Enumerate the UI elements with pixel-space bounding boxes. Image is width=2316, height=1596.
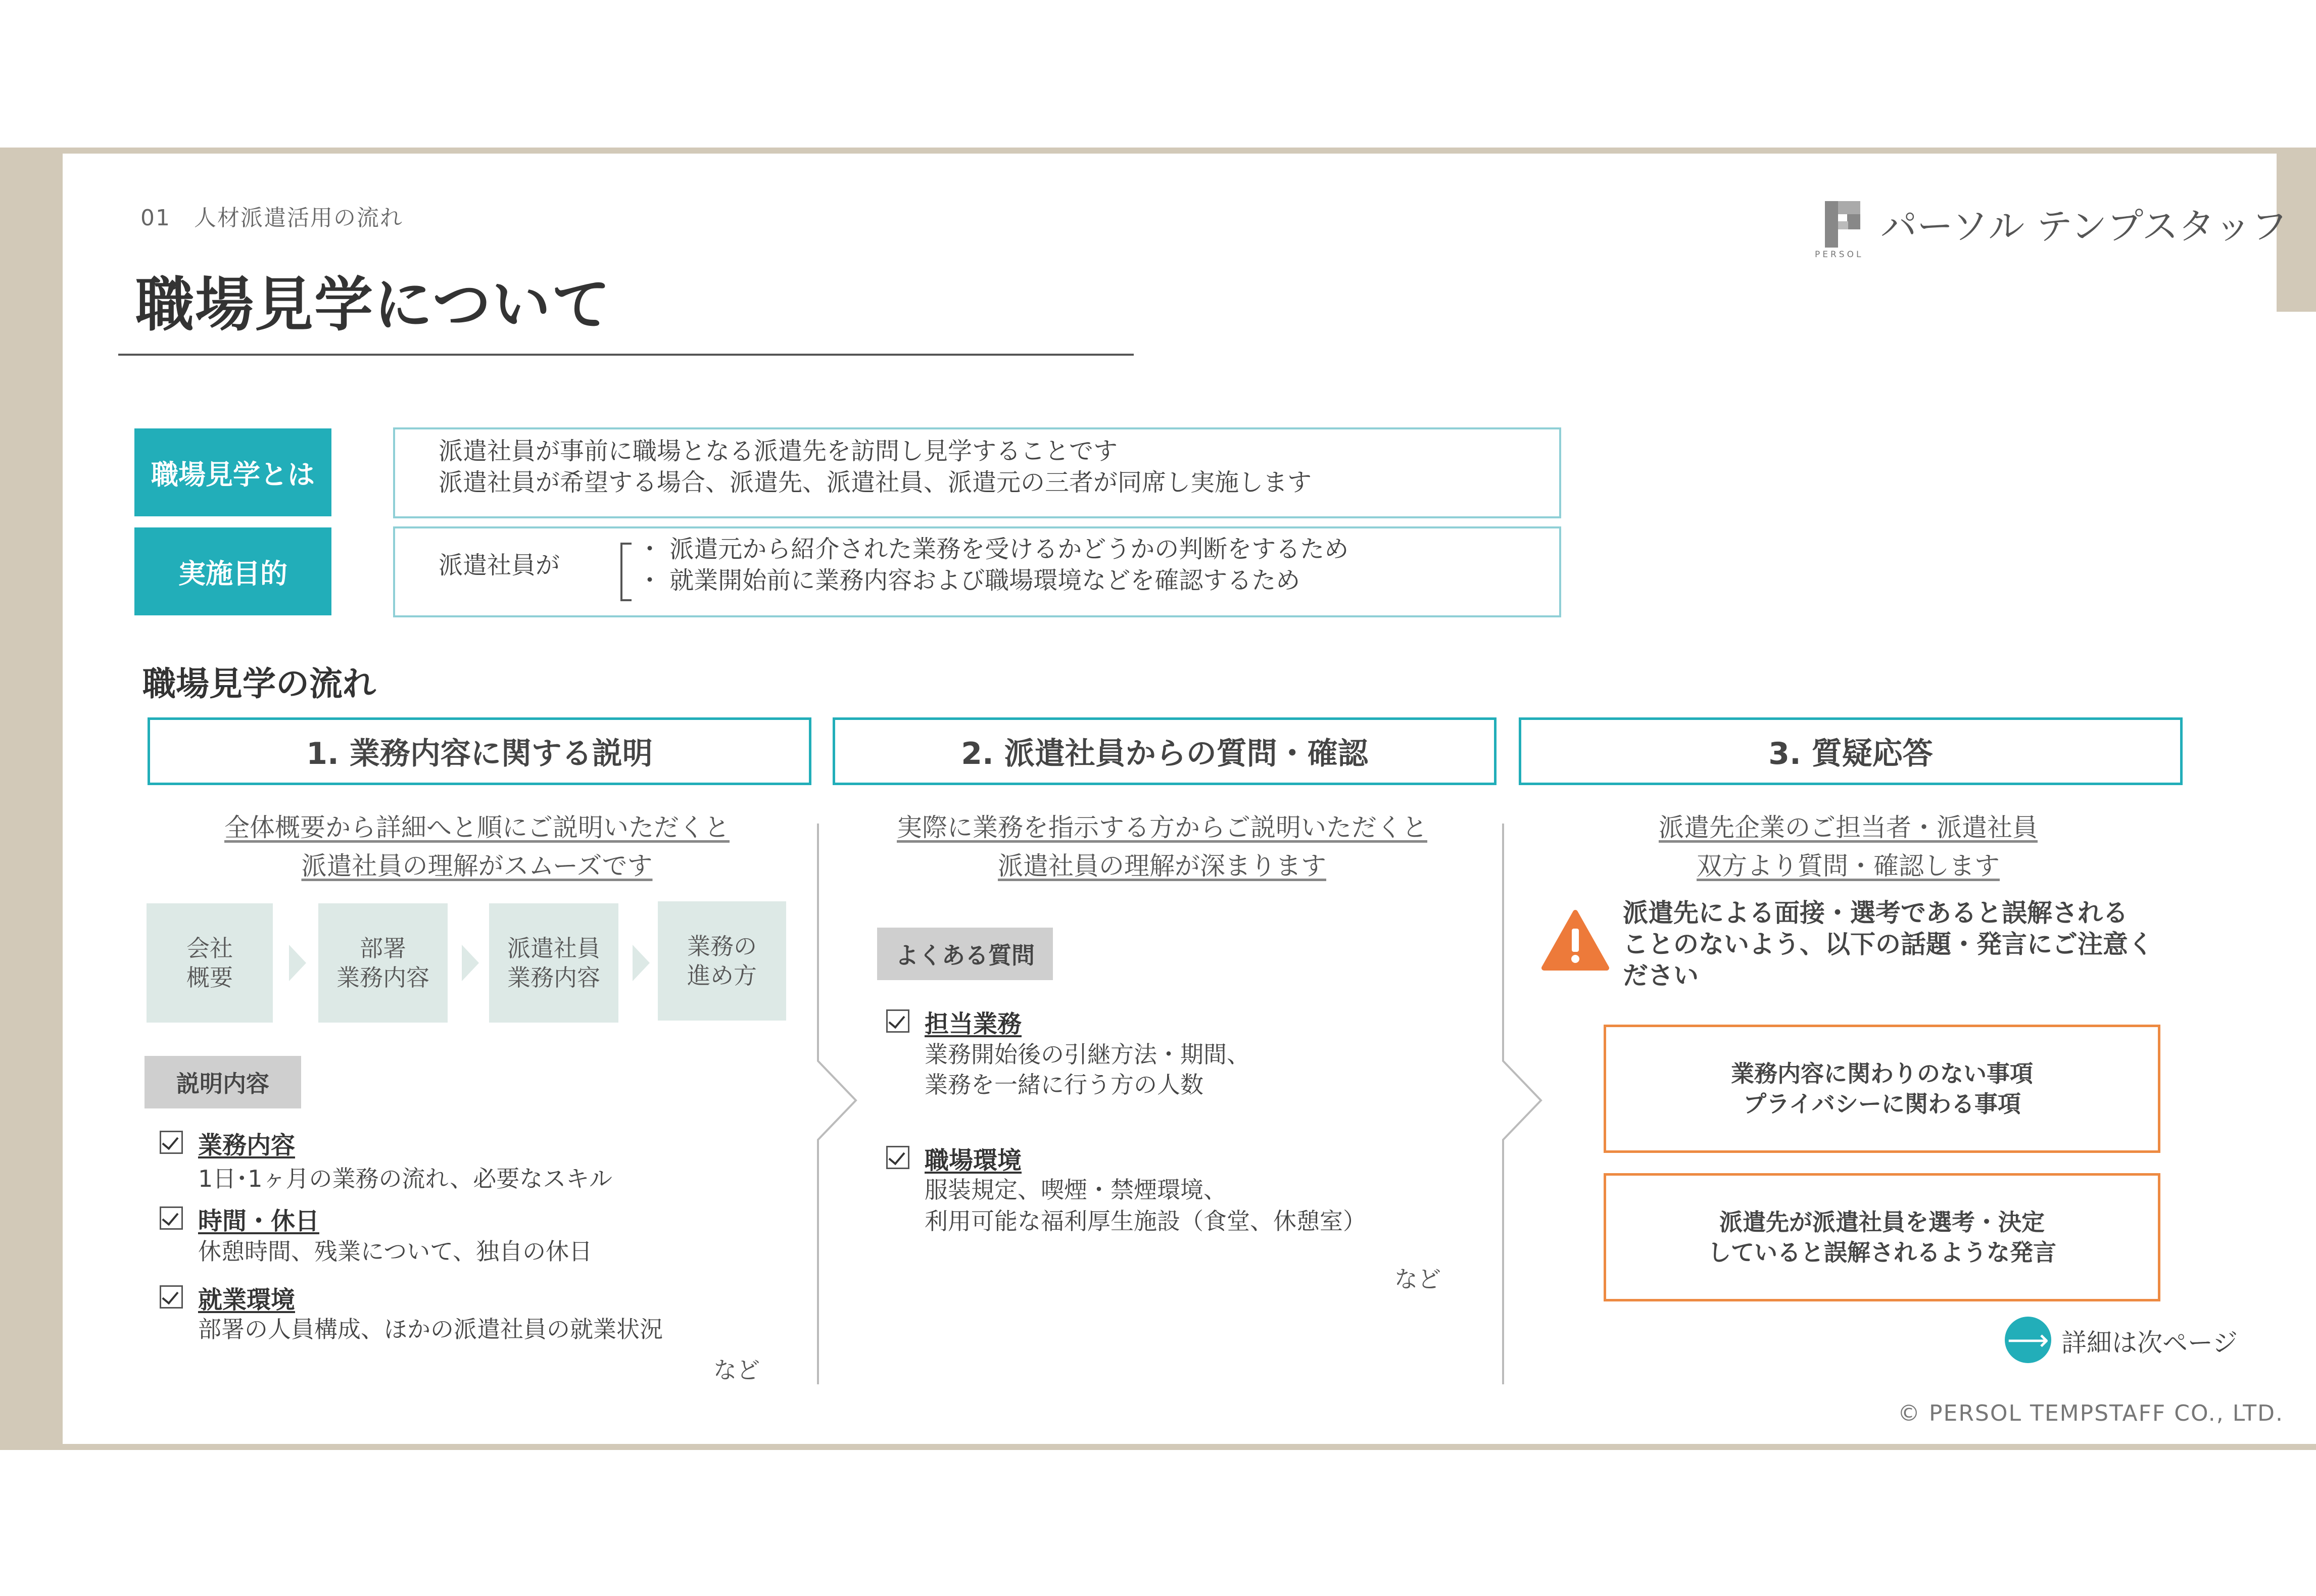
logo-subtext: PERSOL <box>1815 250 1864 260</box>
step-3-heading: 3. 質疑応答 <box>1519 717 2183 785</box>
purpose-bullet-2: ・ 就業開始前に業務内容および職場環境などを確認するため <box>638 566 1300 595</box>
step-1-etc: など <box>713 1357 760 1384</box>
flow-box-workflow <box>658 901 786 1021</box>
step-1-item-3-desc: 部署の人員構成、ほかの派遣社員の就業状況 <box>198 1316 663 1343</box>
flow-arrow-2 <box>462 945 479 981</box>
purpose-label: 実施目的 <box>134 527 331 615</box>
caution-1-line-2: プライバシーに関わる事項 <box>1743 1090 2021 1118</box>
warning-icon <box>1541 909 1610 972</box>
flow-box-department <box>318 903 448 1023</box>
checkbox-icon <box>886 1009 909 1033</box>
flow-arrow-3 <box>633 945 650 981</box>
flow-box-staff-duties <box>489 903 618 1023</box>
definition-label: 職場見学とは <box>134 428 331 516</box>
column-divider-1 <box>805 824 866 1384</box>
step-1-lead-line-1: 全体概要から詳細へと順にご説明いただくと <box>224 813 730 842</box>
step-1-item-3-title: 就業環境 <box>198 1286 296 1314</box>
slide-frame-bottom <box>0 1444 2316 1450</box>
step-1-tag: 説明内容 <box>144 1056 301 1108</box>
caution-box-2 <box>1604 1173 2160 1301</box>
column-divider-2 <box>1490 824 1551 1384</box>
caution-box-1 <box>1604 1025 2160 1153</box>
slide-frame-left <box>0 148 63 1450</box>
step-1-item-2-title: 時間・休日 <box>198 1207 320 1235</box>
checkbox-icon <box>160 1206 183 1230</box>
step-2-item-1-desc-1: 業務開始後の引継方法・期間、 <box>925 1041 1250 1068</box>
caution-2-line-1: 派遣先が派遣社員を選考・決定 <box>1719 1208 2045 1236</box>
step-2-item-2-desc-2: 利用可能な福利厚生施設（食堂、休憩室） <box>925 1207 1366 1235</box>
purpose-subject: 派遣社員が <box>439 551 560 579</box>
step-1-lead-line-2: 派遣社員の理解がスムーズです <box>301 851 653 881</box>
step-2-lead-line-2: 派遣社員の理解が深まります <box>998 851 1326 881</box>
step-2-heading: 2. 派遣社員からの質問・確認 <box>833 717 1497 785</box>
flow-box-company-l1: 会社 <box>186 935 233 962</box>
warning-line-3: ださい <box>1623 961 1699 990</box>
next-page-link[interactable]: 詳細は次ページ <box>2061 1328 2238 1358</box>
step-1-item-1-desc: 1日･1ヶ月の業務の流れ、必要なスキル <box>198 1165 612 1192</box>
step-2-tag: よくある質問 <box>877 928 1053 980</box>
caution-2-line-2: していると誤解されるような発言 <box>1708 1239 2056 1266</box>
flow-section-title: 職場見学の流れ <box>142 664 376 703</box>
flow-arrow-1 <box>289 945 306 981</box>
step-3-lead-line-2: 双方より質問・確認します <box>1697 851 2000 881</box>
checkbox-icon <box>886 1146 909 1169</box>
step-2-item-2-title: 職場環境 <box>925 1146 1022 1175</box>
step-1-lead <box>148 808 806 885</box>
title-divider <box>118 354 1134 356</box>
flow-box-workflow-l1: 業務の <box>687 933 757 960</box>
purpose-bullet-1: ・ 派遣元から紹介された業務を受けるかどうかの判断をするため <box>638 535 1349 563</box>
step-3-lead <box>1519 808 2178 885</box>
slide-frame-top <box>0 148 2316 154</box>
flow-box-company <box>147 903 273 1023</box>
bracket-icon <box>617 542 633 602</box>
warning-line-2: ことのないよう、以下の話題・発言にご注意く <box>1623 930 2153 959</box>
definition-line-1: 派遣社員が事前に職場となる派遣先を訪問し見学することです <box>439 437 1118 465</box>
persol-logo-icon <box>1825 201 1860 248</box>
checkbox-icon <box>160 1285 183 1309</box>
copyright: © PERSOL TEMPSTAFF CO., LTD. <box>1898 1400 2284 1426</box>
definition-line-2: 派遣社員が希望する場合、派遣先、派遣社員、派遣元の三者が同席し実施します <box>439 468 1312 497</box>
warning-line-1: 派遣先による面接・選考であると誤解される <box>1623 898 2128 928</box>
step-1-item-1-title: 業務内容 <box>198 1131 296 1159</box>
step-2-item-1-desc-2: 業務を一緒に行う方の人数 <box>925 1071 1203 1098</box>
flow-box-department-l2: 業務内容 <box>336 964 429 991</box>
breadcrumb: 01 人材派遣活用の流れ <box>140 205 403 231</box>
flow-box-staff-duties-l2: 業務内容 <box>507 964 600 991</box>
step-2-etc: など <box>1394 1266 1441 1293</box>
step-1-item-2-desc: 休憩時間、残業について、独自の休日 <box>198 1238 593 1265</box>
step-1-heading: 1. 業務内容に関する説明 <box>148 717 811 785</box>
flow-box-staff-duties-l1: 派遣社員 <box>507 935 600 962</box>
flow-box-company-l2: 概要 <box>186 964 233 991</box>
flow-box-workflow-l2: 進め方 <box>687 962 757 989</box>
page-title: 職場見学について <box>135 271 611 339</box>
step-2-item-2-desc-1: 服装規定、喫煙・禁煙環境、 <box>925 1176 1227 1203</box>
flow-box-department-l1: 部署 <box>360 935 406 962</box>
checkbox-icon <box>160 1131 183 1154</box>
step-2-lead-line-1: 実際に業務を指示する方からご説明いただくと <box>897 813 1427 842</box>
step-2-item-1-title: 担当業務 <box>925 1010 1022 1038</box>
next-page-arrow-icon[interactable]: ⟶ <box>2005 1317 2051 1363</box>
logo-text: パーソル テンプスタッフ <box>1880 205 2288 248</box>
caution-1-line-1: 業務内容に関わりのない事項 <box>1731 1060 2033 1087</box>
step-3-lead-line-1: 派遣先企業のご担当者・派遣社員 <box>1659 813 2038 842</box>
step-2-lead <box>833 808 1491 885</box>
